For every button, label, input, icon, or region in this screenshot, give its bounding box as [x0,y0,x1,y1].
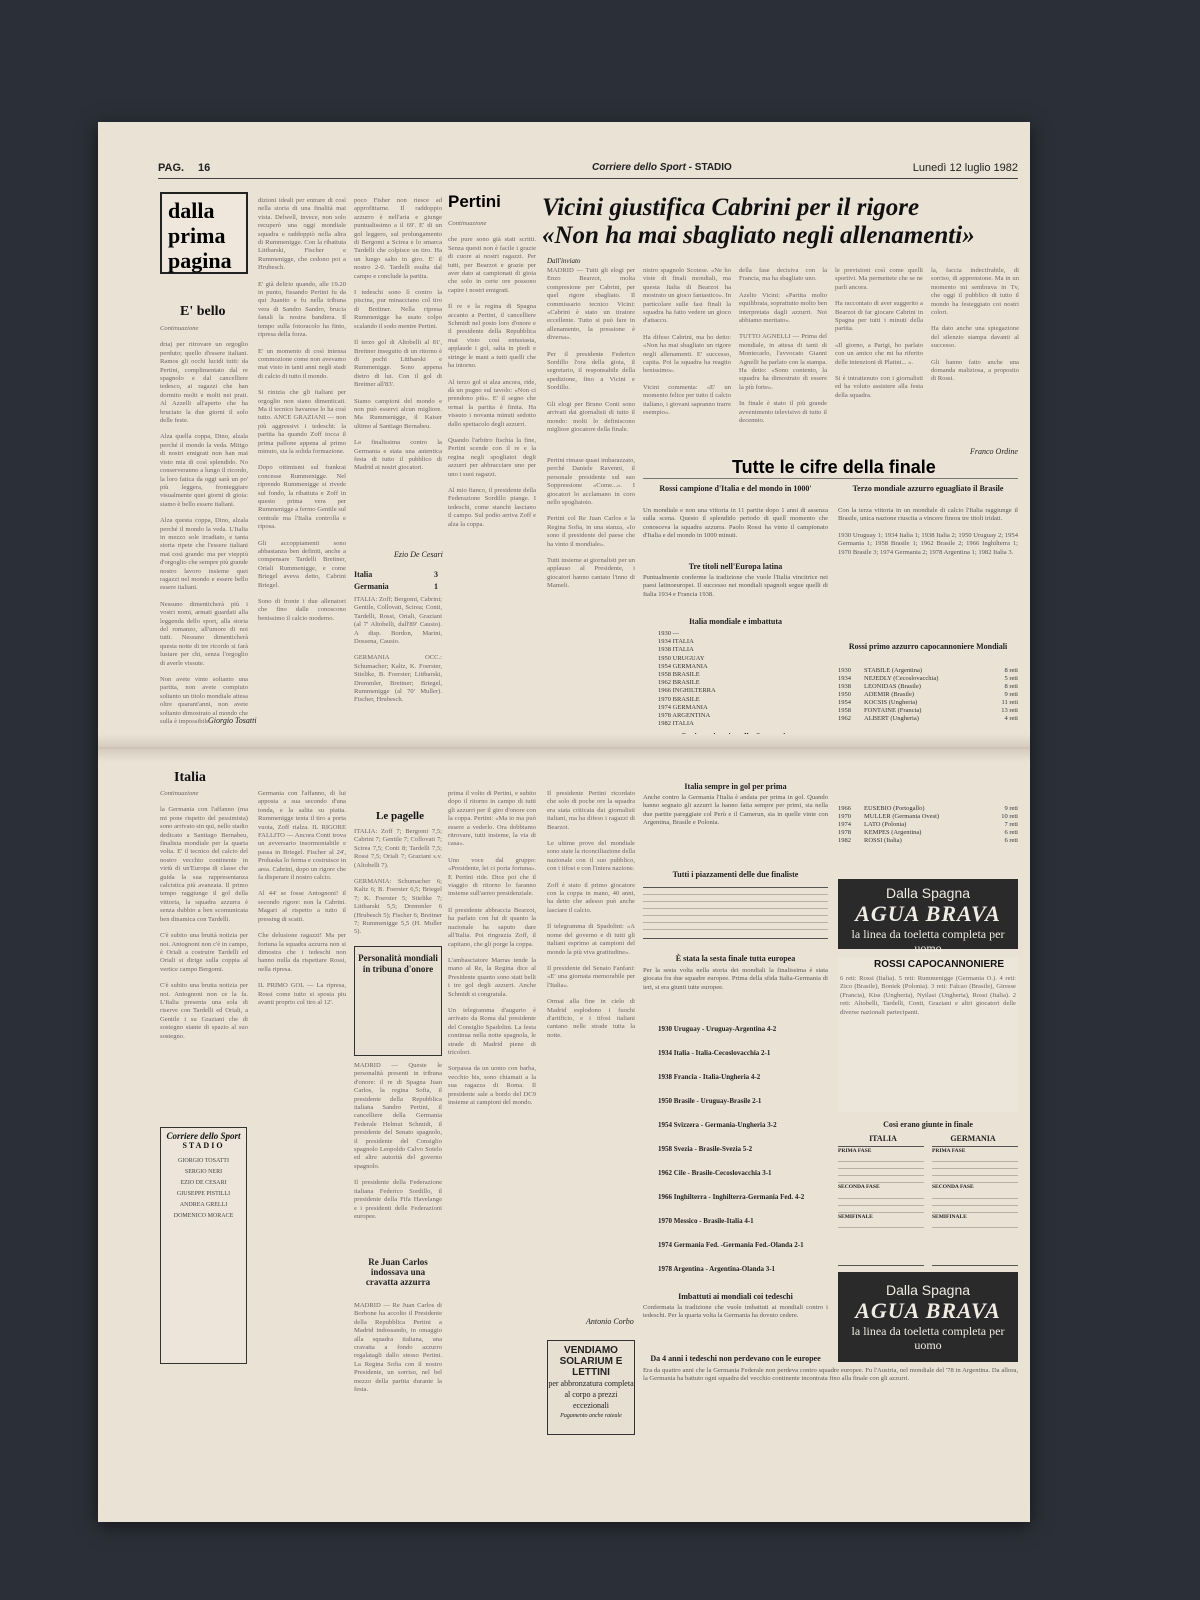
main-article-col-1: MADRID — Tutti gli elogi per Enzo Bearzot, molta compresione per Cabrini, per quel rigore sbagliato. Il commissario tecnico Vicini: «Cabrini è stato un tiratore eccellente. Tutto si può fare in allenamento, la pressione è diversa». Per il presidente Federico Sordillo l'ora della gioia, il segretario, il responsabile della spedizione, fino a Vicini e Sordillo. Gli elogi per Bruno Conti sono arrivati dai giornalisti di tutto il mondo: molti lo definiscono migliore giocatore della finale. [547,267,635,433]
article-col-2: dizioni ideali per entrare di così nella storia di una finalità mai vista. Delwell, invece, non solo recuperò una oggi mondiale squadra e raddoppiò nella altra di Rummenigge. Con la ribattuta Littbarski, Fischer e Rummenigge, che cedono poi a Hrubesch. E' già delirio quando, alle 19.20 in punto, fissando Pertini fu da qui Juanito e fu nella tribuna vera di Sandro Sandro, brucia fanali la nostra bandiera. Il tempo sulla fotoracolo ha finto, ripresa della forza. E' un momento di così intensa commozione come non avevamo mai visto in tanti anni negli stadi di calcio di tutto il mondo. Si rinizia che gli italiani per orgoglio non siano dimenticati. Ma il tecnico bavarese lo ha così tutto. ANCE GRAZIANI — non più aggressivi i tedeschi: la partita ha quando Zoff tocca il prima pallone appena al primo minuto, sia la solida formazione. Dopo ottimismi sul frankrai concesse Rummenigge. Nel riprendo Rummenigge si rivede sul fondo, la ribattuta e Zoff in questo prima vera per Rummenigge a fermo Gentile sul centrale ma l'Italia controlla e riposa. Gli accoppiamenti sono abbastanza ben definiti, anche a compensare Tardelli Breitner, Oriali Rummenigge, e come Briegel aveva detto, Cabrini Briegel. Sono di fronte i due allenatori che fino dalle conoscono benissimo il calcio moderno. [258,197,346,622]
cifre-text-11: Era da quattro anni che la Germania Federale non perdeva contro squadre europee. Fu l'Austria, nel mondiale del '78 in Argentina. Da allora, la Germania ha battuto ogni squadra del vecchio continente incontrata fino alla finale con gli azzurri. [643,1367,1018,1383]
capocannoniere-title: ROSSI CAPOCANNONIERE [874,959,1005,970]
finals-list: 1930 Uruguay - Uruguay-Argentina 4-2 1934 Italia - Italia-Cecoslovacchia 2-1 1938 Francia - Italia-Ungheria 4-2 1950 Brasile - Uruguay-Brasile 2-1 1954 Svizzera - Germania-Ungheria 3-2 1958 Svezia - Brasile-Svezia 5-2 1962 Cile - Brasile-Cecoslovacchia 3-1 1966 Inghilterra - Inghilterra-Germania Fed. 4-2 1970 Messico - Brasile-Italia 4-1 1974 Germania Fed. -Germania Fed.-Olanda 2-1 1978 Argentina - Argentina-Olanda 3-1 [658,1025,805,1273]
italia-col-title: ITALIA [869,1134,897,1143]
issue-date: Lunedì 12 luglio 1982 [912,162,1018,174]
agua-brava-ad-bottom: Dalla Spagna AGUA BRAVA la linea da toeletta completa per uomo [838,1272,1018,1362]
page-number: 16 [198,162,211,174]
main-article-col-1c: Il presidente Pertini ricordato che solo di poche ore la squadra era stata criticata dai giornalisti italiani, ma ha difeso i ragazzi di Bearzot. Le ultime prove del mondiale sono state la riconciliazione della nazionale con il suo pubblico, con i tifosi e con l'intera nazione. Zoff è stato il primo giocatore con la coppa in mano, 40 anni, ha detto che adesso può anche lasciare il calcio. Il telegramma di Spadolini: «A nome del governo e di tutti gli italiani esprimo ai campioni del mondo la più viva gratitudine». Il presidente del Senato Fanfani: «E' una giornata memorabile per l'Italia». Ormai alla fine in cielo di Madrid esplodono i fuochi d'artificio, e i tifosi italiani cantano nelle strade tutta la notte. [547,790,635,1039]
cifre-sub-imbattuti: Imbattuti ai mondiali coi tedeschi [678,1292,793,1301]
cifre-headline: Tutte le cifre della finale [732,457,936,477]
cifre-sub-sempre-gol: Italia sempre in gol per prima [684,782,787,791]
main-headline: Vicini giustifica Cabrini per il rigore «Non ha mai sbagliato negli allenamenti» [542,194,975,249]
cosi-title: Così erano giunte in finale [883,1120,973,1129]
masthead: Corriere dello Sport - STADIO [592,162,732,173]
cifre-text-1: Un mondiale e non una vittoria in 11 partite dopo 1 anni di assenza sulla scena. Questo il splendido periodo di quell momento che conosceva la squadra azzurra. Paolo Rossi ha vinto il campionato d'Italia e del mondo in 1000 minuti. [643,507,828,540]
main-article-col-1b: Pertini rimase quasi imbarazzato, perché Daniele Ravenni, il personale presidente sul suo Soppressione «Come...». I giocatori lo acclamano in coro nello spogliatoio. Pertini col Re Juan Carlos e la Regina Sofia, in una stanza, «Io sono il presidente del paese che ha vinto il mondiale». Tutti insieme ai giornalisti per un applauso al Presidente, i giocatori hanno cantato l'inno di Mameli. [547,457,635,590]
page-label: PAG. [158,162,185,174]
capocannoniere-box [838,957,1018,1112]
cifre-sub-piazzamenti: Tutti i piazzamenti delle due finaliste [672,870,799,879]
italia-article: Continuazione la Germania con l'affanno (ma mi pone rispetto del pessimista) sono arrivato sin qui, nello stadio dedicato a Santiago Bernabeu, finalista mondiale per la quarta volta. E' il tecnico del calcio del nostro vecchio continente in virtù di un'Europa di classe che guida la sua rappresentanza calcistica più avanzata. Il primo tempo raggiunge il gol della vittoria, la squadra azzurra è senza dubbio a ben scomunicata ben dinamica con Tardelli. C'è subito una bruttà notizia per noi. Antognoni non c'è in campo, è Oriali a costruire Tardelli ed Oriali si dirige sulla coppia al vertice campo Bergomi. C'è subito una brutta notizia per noi. Antognoni non ce la fa. L'Italia presenta una sola di riserve con Tardelli ed Oriali, a Gentile i su Graziani che di sostegno stante di spazio al suo sostegno. [160,790,248,1040]
dalla-prima-pagina-box: dalla prima pagina [160,192,248,274]
re-juan-carlos-headline: Re Juan Carlos indossava una cravatta azzurra [365,1257,431,1287]
score-italia-value: 3 [434,570,438,579]
agua-brava-ad-top: Dalla Spagna AGUA BRAVA la linea da toeletta completa per uomo [838,879,1018,949]
newspaper-page [98,122,1030,1522]
masthead-staff-box: Corriere dello Sport STADIO GIORGIO TOSATTI SERGIO NERI EZIO DE CESARI GIUSEPPE PISTILLI ANDREA GRELLI DOMENICO MORACE [160,1127,247,1364]
byline-de-cesari: Ezio De Cesari [394,550,443,559]
pertini-article: Continuazione che pure sono già stati scritti. Senza questi non è facile i grazie di cuore ai nostri ragazzi. Per tutti, per Bearzot e grazie per aver dato ai campionati di gioia che solo in certe ore possono capire i nostri emigrati. Il re e la regina di Spagna accanto a Pertini, il cancelliere Schmidt nel posto loro d'onore e il presidente della Repubblica mai visto così entusiasta, applaude i gol, salta in piedi e stringe le mani a tutti quelli che ha intorno. Al terzo gol si alza ancora, ride, dà un pugno sul tavolo: «Non ci prendono più». E' il segno che ormai la partita è finita. Ha vissuto i novanta minuti sedotto dallo spettacolo degli azzurri. Quando l'arbitro fischia la fine, Pertini scende con il re e la regina negli spogliatoi degli azzurri per abbracciare uno per uno i suoi ragazzi. Al mio fianco, il presidente della Federazione Sordillo piange. I tedeschi, come stanchi lasciano il campo. Sul podio arriva Zoff e alza la coppa. [448,220,536,528]
formazioni-text: ITALIA: Zoff; Bergomi, Cabrini; Gentile, Collovati, Scirea; Conti, Tardelli, Rossi, Oriali, Graziani (al 7' Altobelli, dall'89' Causio). A disp. Bordon, Marini, Dossena, Causio. GERMANIA OCC.: Schumacher; Kaltz, K. Foerster, Stielike, B. Foerster; Littbarski, Dremmler, Breitner; Briegel, Rummenigge (al 70' Muller). Fischer, Hrubesch. [354,596,442,704]
byline-corbo: Antonio Corbo [586,1317,634,1326]
pagelle-text: ITALIA: Zoff 7; Bergomi 7,5; Cabrini 7; Gentile 7; Collovati 7; Scirea 7,5; Conti 8; Tardelli 7,5; Rossi 7,5; Oriali 7; Graziani s.v. (Altobelli 7). GERMANIA: Schumacher 6; Kaltz 6; B. Foerster 6,5; Briegel 7; K. Foerster 5; Stielike 7; Littbarski 5,5; Dremmler 6 (Hrubesch 5); Fischer 6; Breitner 7; Rummenigge 5,5 (H. Muller 5). [354,828,442,936]
cifre-text-9: Per la sesta volta nella storia dei mondiali la finalissima è stata giocata fra due squadre europee. Prima della sfida Italia-Germania di ieri, si era giunti tutte europee. [643,967,828,991]
article-col-3: poco Fisher non riesce ad approfittarne. Il raddoppio azzurro è nell'aria e giunge puntualissimo a il 69'. E' di un gol leggero, sul prolungamento di Bergomi a Scirea e lo smarca Tardelli che colpisce un tiro. Ha un lungo salto in giro. E' il nostro 2-0. Tardelli esulta dal campo e conclude la partita. I tedeschi sono lì contro la piscina, pur minacciano col tiro di Breitner. Nella ripresa Rummenigge ha usato colpo scalando il sodo mentre Pertini. Il terzo gol di Altobelli al 81', Breitner inseguito di un ritorno è di pochi Littbarski e Rummenigge. Sono appena dietro di lui. Con il gol di Breitner all'83'. Siamo campioni del mondo e non può esservi alcun migliore. Ma Rummenigge, il Kaiser ultimo al Santiago Bernabeu. La finalissima contro la Germania e stata una autentica festa di tutto il pubblico di Madrid ai nostri giocatori. [354,197,442,472]
pertini-headline: Pertini [448,192,501,211]
e-bello-headline: E' bello [180,304,226,319]
main-article-col-4: le previsioni così come quelli sportivi. Ma permettete che se ne parli ancora. Ha raccontato di aver suggerito a Bearzot di far giocare Cabrini in Spagna per tutti i minuti della partita. «Il giorno, a Parigi, ho parlato con un amico che mi ha riferito delle intenzioni di Platini... ». Si è intrattenuto con i giornalisti ed ha voluto assistere alla festa della squadra. [835,267,923,399]
personalita-text: MADRID — Queste le personalità presenti in tribuna d'onore: il re di Spagna Juan Carlos, la regina Sofia, il presidente della Repubblica italiana Sandro Pertini, il cancelliere della Germania Federale Helmut Schmidt, il presidente del Senato spagnolo, il presidente del Consiglio spagnolo Leopoldo Calvo Sotelo ed altre autorità del governo spagnolo. Il presidente della Federazione italiana Federico Sordillo, il presidente della Fifa Havelange e i presidenti delle Federazioni europee. [354,1062,442,1220]
main-article-col-5: la, faccia indecifrabile, di sorriso, di apprensione. Ma in un momento mi sembrava in Tv, che oggi il pubblico di tutto il mondo ha festeggiato coi nostri colori. Ha dato anche una spiegazione del silenzio stampa davanti al successo. Gli hanno fatto anche una domanda maliziosa, a proposito di Rossi. [931,267,1019,383]
cifre-text-7: Anche contro la Germania l'Italia è andata per prima in gol. Quando hanno segnato gli azzurri la hanno fatta sempre per primi, sia nella due partite pareggiate col Perù e il Camerun, sia in quelle vinte con Argentina, Brasile e Polonia. [643,794,828,827]
re-juan-carlos-text: MADRID — Re Juan Carlos di Borbone ha accolto il Presidente della Repubblica Pertini a Madrid indossando, in omaggio alla squadra italiana, una cravatta a fondo azzurro regalatagli dallo stesso Pertini. La Regina Sofia con il nostro Presidente, un sorriso, nel bel mezzo della partita durante la festa. [354,1302,442,1394]
cifre-rule [643,478,1018,479]
page-fold [98,734,1030,762]
scorers-table-b: 1966 EUSEBIO (Portogallo) 9 reti 1970 MULLER (Germania Ovest) 10 reti 1974 LATO (Polonia) 7 reti 1978 KEMPES (Argentina) 6 reti 1982 ROSSI (Italia) 6 reti [838,805,1018,844]
capocannoniere-list: 6 reti: Rossi (Italia). 5 reti: Rummenigge (Germania O.). 4 reti: Zico (Brasile), Boniek (Polonia). 3 reti: Falcao (Brasile), Giresse (Francia), Kiss (Ungheria), Nyilasi (Ungheria), Rossi (Italia). 2 reti: Altobelli, Tardelli, Conti, Graziani e altri giocatori delle diverse nazionali partecipanti. [840,975,1016,1016]
pertini-article-b: prima il volto di Pertini, e subito dopo il ritorno in campo di tutti gli azzurri per il giro d'onore con la coppa. Pertini: «Ma io ma può essere a vederlo. Ora dobbiamo ritrovare, tutti insieme, la via di casa». Uno voce dal gruppo: «Presidente, lei ci porta fortuna». E Pertini ride. Dice poi che il viaggio di ritorno lo faranno insieme sull'aereo presidenziale. Il presidente abbraccia Bearzot, ha parlato con lui di quanto la nazionale ha saputo dare all'Italia. Poi ringrazia Zoff, il capitano, che gli porge la coppa. L'ambasciatore Marras tende la mano al Re, la Regina dice al Presidente quanto sono stati belli i tre gol degli azzurri. Anche Schmidt si congratula. Un telegramma d'augurio è arrivato da Roma dal presidente del Consiglio Spadolini. La festa continua nella notte spagnola, le strade di Madrid piene di tricolori. Sorpassa da un uomo con barba, vecchio bis, sono chiamati a la sua ragazza di Roma. Il presidente sale a bordo del DC9 insieme ai campioni del mondo. [448,790,536,1106]
byline-tosatti: Giorgio Tosatti [208,716,257,725]
germania-col-title: GERMANIA [950,1134,996,1143]
cifre-sub-capocannoniere: Rossi primo azzurro capocannoniere Mondiali [848,642,1008,651]
cifre-sub-4-anni: Da 4 anni i tedeschi non perdevano con le europee [650,1354,821,1363]
cifre-sub-imbattuta: Italia mondiale e imbattuta [688,617,783,626]
scorers-table: 1930 STABILE (Argentina) 8 reti 1934 NEJEDLY (Cecoslovacchia) 5 reti 1938 LEONIDAS (Brasile) 8 reti 1950 ADEMIR (Brasile) 9 reti 1954 KOCSIS (Ungheria) 11 reti 1958 FONTAINE (Francia) 13 reti 1962 ALBERT (Ungheria) 4 reti [838,667,1018,722]
score-germania-value: 1 [434,582,438,591]
page-header [158,162,1018,179]
cifre-sub-rossi: Rossi campione d'Italia e del mondo in 1000' [659,484,812,493]
article-col-2b: Germania con l'affanno, di lui apposta a sua secondo d'una tonda, e la salita su piatta. Rummenigge tenta il tiro a porta vuota, Zoff rialza. IL RIGORE FALLITO — Ancora Conti trova un avversario insormontabile e passa in Briegel. Fischer al 24', Prohaska lo ferma e costruisce in area. Cabrini, dopo un rigore che fa disperare il nostro calcio. Al 44' se fosse Antognoni! il secondo rigore: non la Cabrini. Magari al rispetto a tutto il pressing di scatti. Che delusione ragazzi! Ma per fortuna la squadra azzurra non si dimostra che i tedeschi non hanno nulla da rispettare Rossi, nella ripresa. IL PRIMO GOL — La ripresa, Rossi come tutto si sposta piu avanti proprio col tiro al 12'. [258,790,346,1006]
cifre-sub-tre-titoli: Tre titoli nell'Europa latina [688,562,783,571]
solarium-ad: VENDIAMO SOLARIUM E LETTINI per abbronzatura completa al corpo a prezzi eccezionali Pagamento anche rateale [547,1340,635,1435]
score-germania-label: Germania [354,582,389,591]
main-article-col-2: nistro spagnolo Scotese. «Ne ho viste di finali mondiali, ma questa Italia di Bearzot ha mostrato un gioco fantastico». In particolare sulle fasi finali la squadra ha fatto vedere un gioco d'attacco. Ha difeso Cabrini, ma ho detto: «Non ha mai sbagliato un rigore negli allenamenti. E' successo, capita. Poi la squadra ha reagito benissimo». Vicini commenta: «E' un momento felice per tutto il calcio italiano, i giovani sapranno trarre esempio». [643,267,731,417]
cifre-text-2: Con la terza vittoria in un mondiale di calcio l'Italia raggiunge il Brasile, unica nazione riuscita a vincere finora tre titoli iridati. 1930 Uruguay 1; 1934 Italia 1; 1938 Italia 2; 1950 Uruguay 2; 1954 Germania 1; 1958 Brasile 1; 1962 Brasile 2; 1966 Inghilterra 1; 1970 Brasile 3; 1974 Germania 2; 1978 Argentina 1; 1982 Italia 3. [838,507,1018,556]
piazzamenti-table [643,887,828,939]
cifre-sub-sesta-finale: È stata la sesta finale tutta europea [675,954,796,963]
score-italia-label: Italia [354,570,373,579]
cifre-sub-terzo: Terzo mondiale azzurro eguagliato il Brasile [852,484,1004,493]
italia-headline: Italia [174,770,206,785]
personalita-headline: Personalità mondiali in tribuna d'onore [354,946,442,1056]
e-bello-article: Continuazione dria) per ritrovare un orgoglio perduto; quello d'essere italiani. Ramos gli occhi lucidi tutti: da Pertini, complimentato dal re spagnolo e dal cancelliere tedesco, ai ragazzi che han dormito molti e molti nei prati. Al Azzelli all'aperto che ha bruciato la due giorni il solo delle feste. Alza quella coppa, Dino, alzala perché il mondo la veda. Mitigo di nostri emigrati non han mai visto mia di così splendido. No conserveranno a lungo il ricordo, la loro fatica da oggi sarà un po' più leggera, fronteggiare visualmente quei giorni di gioia: siamo è bello essere italiani. Alza questa coppa, Dino, alzala perché il mondo la veda. L'Italia in mezzo sole irradiato, e tanta storia ripete che l'essere italiani mai cosi grande: ma per vieppiù d'orgoglio che sempre più grande nostro lavoro insieme quei ragazzi nel mondo e essere bello essere italiani. Nessuno dimenticherà più i vostri nomi, armati guardati alla leggenda dello sport, alla storia del romanzo, all'umore di noi tutti. Nessuno dimenticherà questa notte di tre ricordo si farà lustare per chi, senza l'orgoglio di averle vissute. Non avete vinte soltanto una partita, non avete compiuto soltanto un titolo mondiale attesa oltre quarant'anni, non avete soltanto dimostrato al mondo che sulla è impossibile. [160,325,248,725]
pagelle-headline: Le pagelle [376,810,424,822]
cifre-text-3: Puntualmente conferme la tradizione che vuole l'Italia vincitrice nei paesi latinoeuropei. Il successo nei mondiali spagnoli segue quelli di Italia 1934 e Francia 1938. [643,574,828,598]
germania-path-table: PRIMA FASE SECONDA FASE SEMIFINALE [932,1146,1018,1266]
byline-ordine: Franco Ordine [970,447,1018,456]
years-list: 1930 — 1934 ITALIA 1938 ITALIA 1950 URUGUAY 1954 GERMANIA 1958 BRASILE 1962 BRASILE 1966 INGHILTERRA 1970 BRASILE 1974 GERMANIA 1978 ARGENTINA 1982 ITALIA [658,630,716,728]
dall-inviato-label: Dall'inviato [547,257,581,265]
italia-path-table: PRIMA FASE SECONDA FASE SEMIFINALE [838,1146,924,1266]
cifre-text-10: Confermata la tradizione che vuole imbattuti ai mondiali contro i tedeschi. Per la quarta volta la Germania ha dovuto cedere. [643,1304,828,1320]
main-article-col-3: della fase decisiva con la Francia, ma ha sbagliato uno. Azelio Vicini: «Partita molto equilibrata, soprattutto molto ben interpretata dagli azzurri. Noi abbiamo meritato». TUTTO AGNELLI — Prima del mondiale, in attesa di tanti di Montecarlo, l'avvocato Gianni Agnelli ha parlato con la stampa. Ha detto: «Sono contento, la squadra ha dimostrato di essere la più forte». In finale è stato il più grande avvenimento televisivo di tutto il decennio. [739,267,827,425]
